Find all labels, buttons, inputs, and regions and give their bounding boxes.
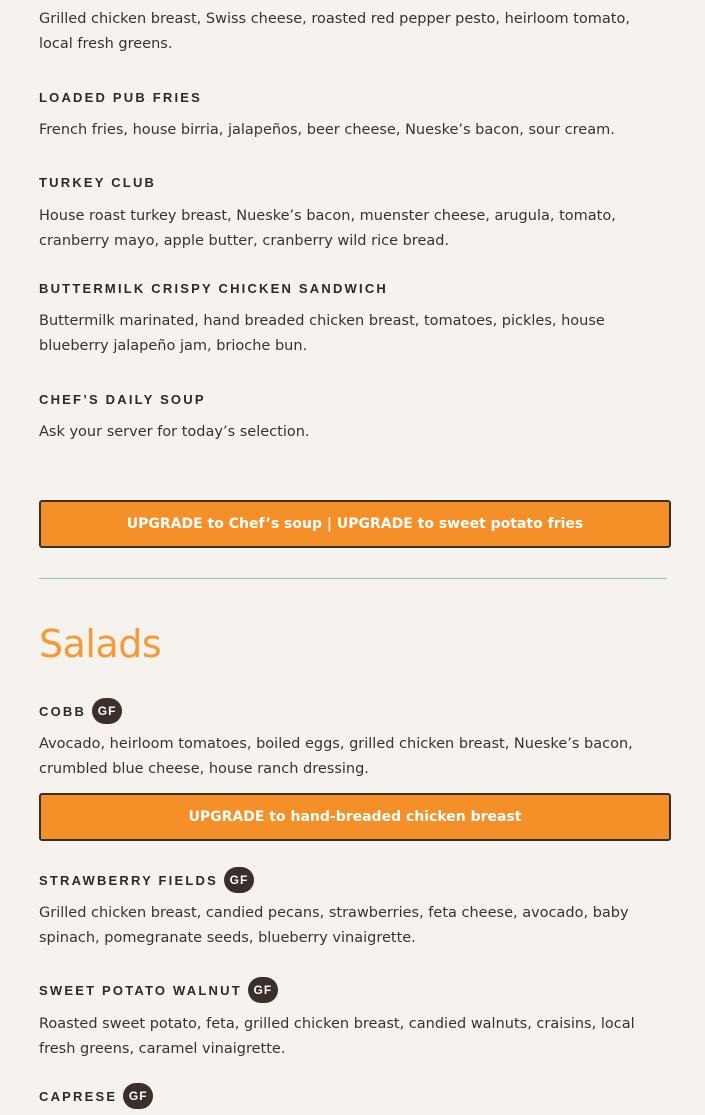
section-heading-salads: Salads [39,622,162,666]
item-title-text: BUTTERMILK CRISPY CHICKEN SANDWICH [39,280,389,296]
item-title-text: CAPRESE [39,1088,118,1104]
item-title-text: COBB [39,703,87,719]
item-title-text: CHEF’S DAILY SOUP [39,391,206,407]
item-title-chefs-daily-soup [39,386,667,412]
section-divider [39,578,667,579]
item-title-buttermilk-chicken [39,275,667,301]
item-title-caprese [39,1083,667,1109]
item-description: Grilled chicken breast, candied pecans, strawberries, feta cheese, avocado, baby spinach, pomegranate seeds, blueberry vinaigrette. [39,905,629,946]
item-title-text: STRAWBERRY FIELDS [39,872,218,888]
item-description: French fries, house birria, jalapeños, beer cheese, Nueske’s bacon, sour cream. [39,122,615,138]
item-description: House roast turkey breast, Nueske’s bacon, muenster cheese, arugula, tomato, cranberry mayo, apple butter, cranberry wild rice bread. [39,208,616,249]
item-title-turkey-club [39,169,667,195]
item-title-sweet-potato-walnut [39,977,667,1003]
upgrade-label: UPGRADE to Chef’s soup | UPGRADE to sweet potato fries [126,516,584,532]
gluten-free-badge: GF [123,1083,153,1109]
item-title-strawberry-fields [39,867,667,893]
item-title-text: SWEET POTATO WALNUT [39,982,242,998]
item-title-text: LOADED PUB FRIES [39,89,203,105]
upgrade-chicken-button[interactable] [39,793,671,841]
gluten-free-badge: GF [92,698,122,724]
item-description: Grilled chicken breast, Swiss cheese, roasted red pepper pesto, heirloom tomato, local fresh greens. [39,11,630,52]
item-description: Ask your server for today’s selection. [39,424,310,440]
item-description: Avocado, heirloom tomatoes, boiled eggs, grilled chicken breast, Nueske’s bacon, crumbled blue cheese, house ranch dressing. [39,736,633,777]
item-title-text: TURKEY CLUB [39,174,157,190]
item-title-cobb [39,698,667,724]
item-description: Buttermilk marinated, hand breaded chicken breast, tomatoes, pickles, house blueberry jalapeño jam, brioche bun. [39,313,605,354]
gluten-free-badge: GF [248,977,278,1003]
gluten-free-badge: GF [224,867,254,893]
upgrade-soup-fries-button[interactable] [39,500,671,548]
item-description: Roasted sweet potato, feta, grilled chicken breast, candied walnuts, craisins, local fresh greens, caramel vinaigrette. [39,1016,635,1057]
upgrade-label: UPGRADE to hand-breaded chicken breast [188,809,522,825]
item-title-loaded-pub-fries [39,84,667,110]
